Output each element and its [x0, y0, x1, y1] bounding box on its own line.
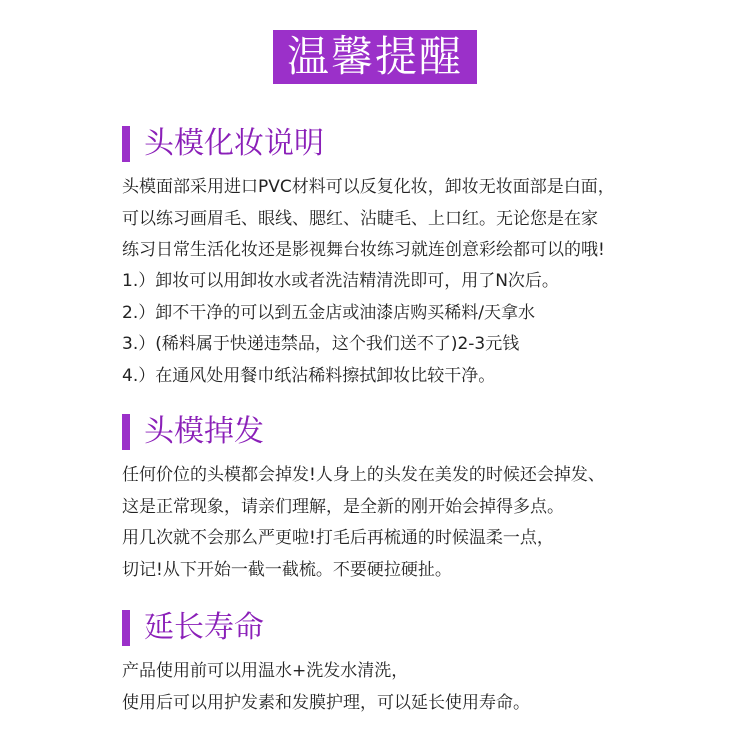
section-header-hair-loss [122, 412, 264, 452]
paragraph-line: 切记!从下开始一截一截梳。不要硬拉硬扯。 [122, 559, 452, 580]
paragraph-line: 产品使用前可以用温水+洗发水清洗， [122, 661, 409, 681]
section-header-lifespan [122, 608, 264, 648]
paragraph-line: 这是正常现象，请亲们理解，是全新的刚开始会掉得多点。 [122, 496, 564, 517]
paragraph-line: 使用后可以用护发素和发膜护理，可以延长使用寿命。 [122, 692, 530, 713]
section-title-makeup: 头模化妆说明 [144, 126, 324, 161]
hair-loss-description [122, 460, 642, 586]
makeup-description [122, 172, 642, 267]
section-accent-bar [122, 126, 130, 162]
list-item: 4.）在通风处用餐巾纸沾稀料擦拭卸妆比较干净。 [122, 365, 496, 386]
section-accent-bar [122, 610, 130, 646]
list-item: 1.）卸妆可以用卸妆水或者洗洁精清洗即可，用了N次后。 [122, 271, 559, 291]
paragraph-line: 任何价位的头模都会掉发!人身上的头发在美发的时候还会掉发、 [122, 465, 605, 485]
list-item: 2.）卸不干净的可以到五金店或油漆店购买稀料/天拿水 [122, 302, 535, 323]
section-title-hair-loss: 头模掉发 [144, 414, 264, 449]
list-item: 3.）(稀料属于快递违禁品，这个我们送不了)2-3元钱 [122, 334, 520, 355]
lifespan-description [122, 656, 642, 719]
paragraph-line: 用几次就不会那么严更啦!打毛后再梳通的时候温柔一点， [122, 528, 554, 549]
paragraph-line: 头模面部采用进口PVC材料可以反复化妆，卸妆无妆面部是白面， [122, 177, 615, 197]
paragraph-line: 练习日常生活化妆还是影视舞台妆练习就连创意彩绘都可以的哦! [122, 240, 605, 261]
paragraph-line: 可以练习画眉毛、眼线、腮红、沾睫毛、上口红。无论您是在家 [122, 208, 598, 229]
section-title-lifespan: 延长寿命 [144, 610, 264, 645]
makeup-steps-list [122, 266, 642, 392]
title-container [0, 30, 750, 84]
section-header-makeup [122, 124, 324, 164]
page-title: 温馨提醒 [273, 30, 477, 84]
section-accent-bar [122, 414, 130, 450]
